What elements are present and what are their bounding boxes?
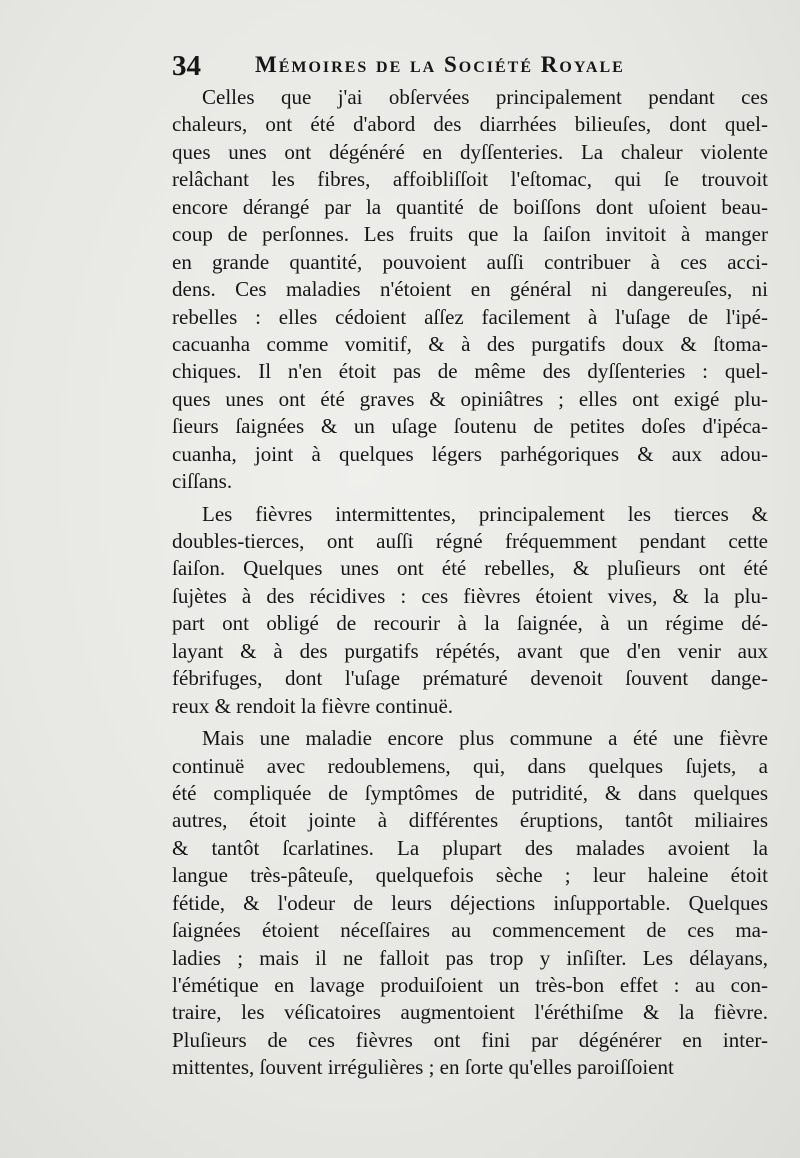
text-line: dens. Ces maladies n'étoient en général ni dangereuſes, ni [172, 277, 768, 302]
text-line: ſaignées étoient néceſſaires au commencement de ces ma- [172, 918, 768, 943]
text-line: ciſſans. [172, 469, 233, 494]
text-line: traire, les véſicatoires augmentoient l'éréthiſme & la fièvre. [172, 1000, 768, 1025]
text-line: ſaiſon. Quelques unes ont été rebelles, & pluſieurs ont été [172, 556, 768, 581]
paragraph [172, 501, 768, 721]
text-line: langue très-pâteuſe, quelquefois sèche ; leur haleine étoit [172, 863, 768, 888]
running-head: Mémoires de la Société Royale [255, 52, 625, 77]
text-line: autres, étoit jointe à différentes éruptions, tantôt miliaires [172, 808, 768, 833]
text-line: Les fièvres intermittentes, principalement les tierces & [202, 501, 768, 526]
paragraph [172, 84, 768, 496]
text-line: rebelles : elles cédoient aſſez facilement à l'uſage de l'ipé- [172, 304, 768, 329]
text-line: encore dérangé par la quantité de boiſſons dont uſoient beau- [172, 194, 768, 219]
text-line: continuë avec redoublemens, qui, dans quelques ſujets, a [172, 753, 768, 778]
body-text [172, 84, 768, 1082]
text-line: part ont obligé de recourir à la ſaignée, à un régime dé- [172, 611, 768, 636]
text-line: doubles-tierces, ont auſſi régné fréquemment pendant cette [172, 529, 768, 553]
text-line: ſujètes à des récidives : ces fièvres étoient vives, & la plu- [172, 583, 768, 608]
text-line: Pluſieurs de ces fièvres ont fini par dégénérer en inter- [172, 1027, 768, 1052]
text-line: reux & rendoit la fièvre continuë. [172, 693, 454, 718]
text-line: fétide, & l'odeur de leurs déjections inſupportable. Quelques [172, 890, 768, 915]
text-line: l'émétique en lavage produiſoient un très-bon effet : au con- [172, 973, 768, 997]
text-line: coup de perſonnes. Les fruits que la ſaiſon invitoit à manger [172, 222, 768, 247]
text-line: ſieurs ſaignées & un uſage ſoutenu de petites doſes d'ipéca- [172, 414, 768, 439]
text-line: relâchant les fibres, affoibliſſoit l'eſtomac, qui ſe trouvoit [172, 167, 768, 192]
text-line: Mais une maladie encore plus commune a été une fièvre [202, 726, 768, 751]
text-line: ladies ; mais il ne falloit pas trop y inſiſter. Les délayans, [172, 945, 768, 970]
paragraph [172, 725, 768, 1082]
page-number: 34 [172, 50, 201, 82]
text-line: chaleurs, ont été d'abord des diarrhées bilieuſes, dont quel- [172, 112, 768, 137]
text-line: cacuanha comme vomitif, & à des purgatifs doux & ſtoma- [172, 331, 768, 356]
text-line: été compliquée de ſymptômes de putridité, & dans quelques [172, 780, 768, 805]
text-line: layant & à des purgatifs répétés, avant que d'en venir aux [172, 638, 768, 663]
text-line: ques unes ont dégénéré en dyſſenteries. La chaleur violente [172, 139, 768, 164]
text-line: mittentes, ſouvent irrégulières ; en ſorte qu'elles paroiſſoient [172, 1055, 674, 1080]
text-line: & tantôt ſcarlatines. La plupart des malades avoient la [172, 835, 768, 860]
text-line: chiques. Il n'en étoit pas de même des dyſſenteries : quel- [172, 359, 768, 384]
text-line: cuanha, joint à quelques légers parhégoriques & aux adou- [172, 441, 768, 466]
text-line: Celles que j'ai obſervées principalement pendant ces [202, 85, 768, 109]
text-line: ques unes ont été graves & opiniâtres ; elles ont exigé plu- [172, 386, 768, 411]
text-line: en grande quantité, pouvoient auſſi contribuer à ces acci- [172, 249, 768, 274]
text-line: fébrifuges, dont l'uſage prématuré devenoit ſouvent dange- [172, 666, 768, 691]
